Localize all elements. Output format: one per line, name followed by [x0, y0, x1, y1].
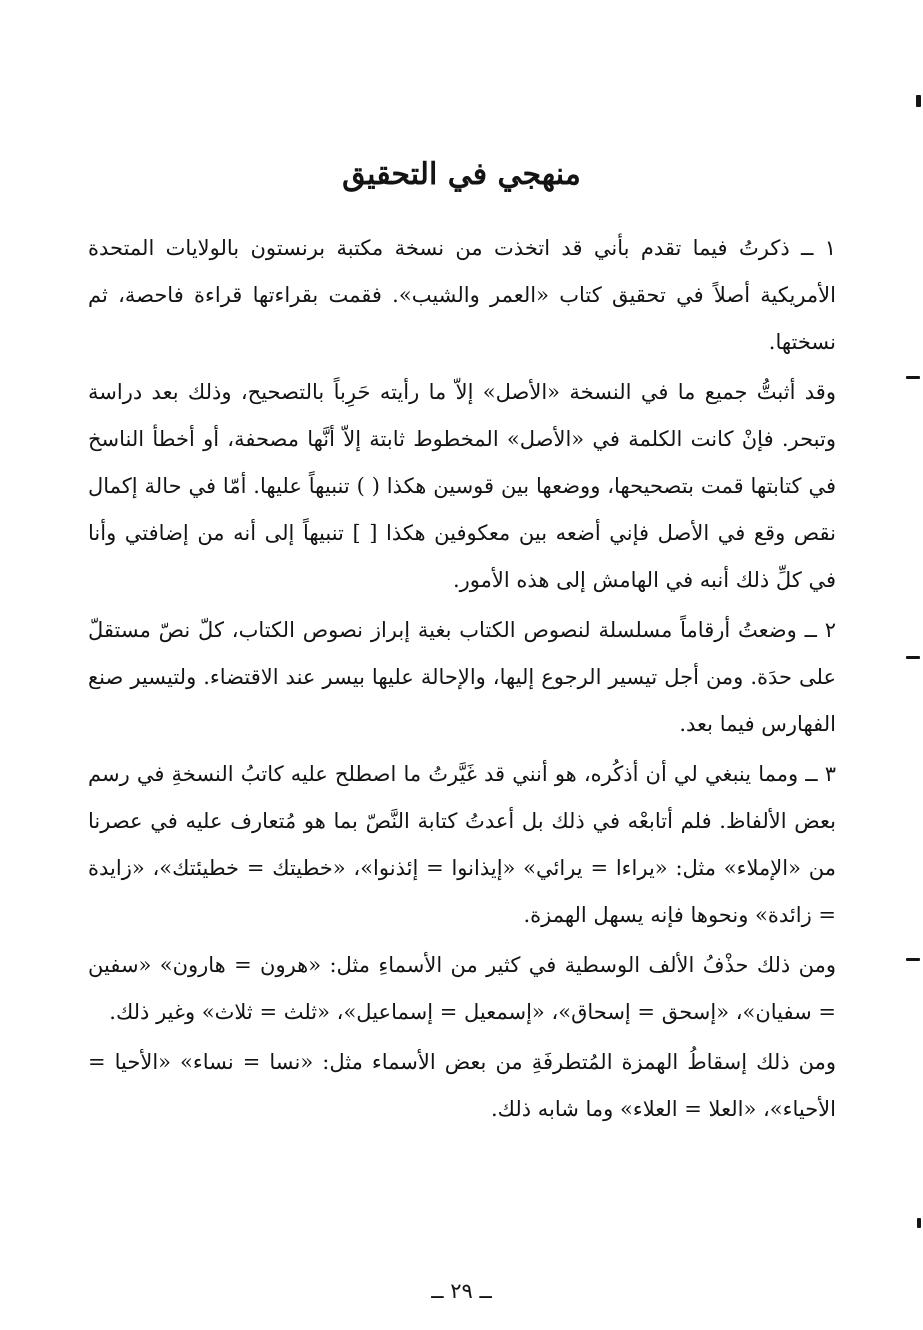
paragraph-2: وقد أثبتُّ جميع ما في النسخة «الأصل» إلاّ ما رأيته حَرِباً بالتصحيح، وذلك بعد دراسة وتبحر. فإنْ كانت الكلمة في «الأصل» المخطوط ثابتة إلاّ أنَّها مصحفة، أو أخطأ الناسخ في كتابتها قمت بتصحيحها، ووضعها بين قوسين هكذا ( ) تنبيهاً عليها. أمّا في حالة إكمال نقص وقع في الأصل فإني أضعه بين معكوفين هكذا [ ] تنبيهاً إلى أنه من إضافتي وأنا في كلِّ ذلك أنبه في الهامش إلى هذه الأمور. — [88, 380, 836, 592]
margin-mark — [917, 1218, 921, 1228]
page-number: ــ ٢٩ ــ — [431, 1279, 492, 1303]
body-text — [88, 225, 836, 1136]
paragraph-5: ومن ذلك حذْفُ الألف الوسطية في كثير من الأسماءِ مثل: «هرون = هارون» «سفين = سفيان»، «إسحق = إسحاق»، «إسمعيل = إسماعيل»، «ثلث = ثلاث» وغير ذلك. — [88, 953, 836, 1024]
paragraph-3: ٢ ــ وضعتُ أرقاماً مسلسلة لنصوص الكتاب بغية إبراز نصوص الكتاب، كلّ نصّ مستقلّ على حدَة. ومن أجل تيسير الرجوع إليها، والإحالة عليها بيسر عند الاقتضاء. ولتيسير صنع الفهارس فيما بعد. — [88, 618, 836, 736]
margin-mark — [906, 656, 920, 659]
margin-mark — [906, 958, 920, 961]
paragraph-4: ٣ ــ ومما ينبغي لي أن أذكُره، هو أنني قد غَيَّرتُ ما اصطلح عليه كاتبُ النسخةِ في رسم بعض الألفاظ. فلم أتابعْه في ذلك بل أعدتُ كتابة النَّصّ بما هو مُتعارف عليه في عصرنا من «الإملاء» مثل: «يراءا = يرائي» «إيذانوا = إئذنوا»، «خطيتك = خطيئتك»، «زايدة = زائدة» ونحوها فإنه يسهل الهمزة. — [88, 762, 836, 927]
page-title: منهجي في التحقيق — [342, 157, 581, 192]
paragraph-1: ١ ــ ذكرتُ فيما تقدم بأني قد اتخذت من نسخة مكتبة برنستون بالولايات المتحدة الأمريكية أصلاً في تحقيق كتاب «العمر والشيب». فقمت بقراءتها قراءة فاحصة، ثم نسختها. — [88, 236, 836, 354]
margin-mark — [906, 376, 920, 379]
margin-mark — [916, 95, 921, 107]
paragraph-6: ومن ذلك إسقاطُ الهمزة المُتطرفَةِ من بعض الأسماء مثل: «نسا = نساء» «الأحيا = الأحياء»، «العلا = العلاء» وما شابه ذلك. — [88, 1050, 836, 1121]
